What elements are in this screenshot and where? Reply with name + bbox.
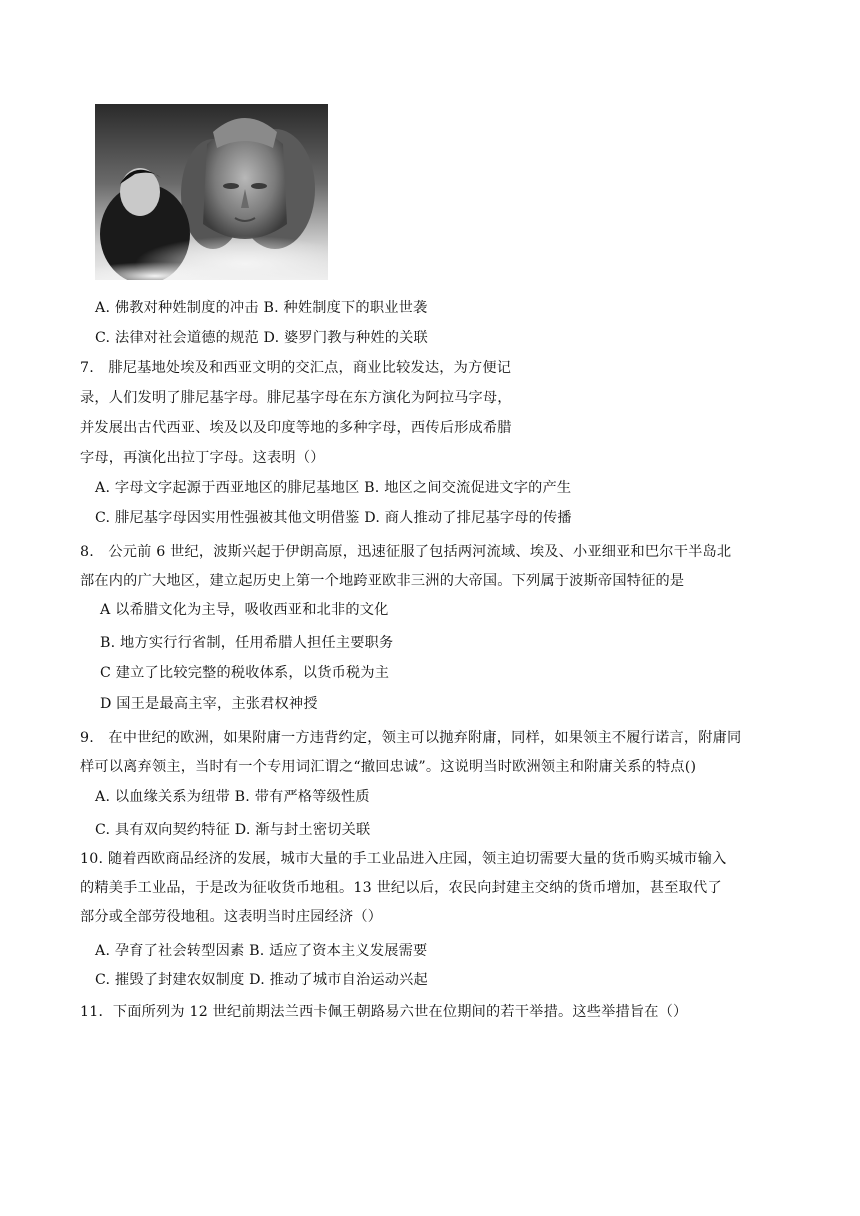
- q9-options-ab: A. 以血缘关系为纽带 B. 带有严格等级性质: [95, 789, 370, 805]
- q9-stem-line: 9. 在中世纪的欧洲，如果附庸一方违背约定，领主可以抛弃附庸，同样，如果领主不履行诺言，附庸同: [80, 730, 742, 746]
- q7-stem-line: 录，人们发明了腓尼基字母。腓尼基字母在东方演化为阿拉马字母，: [80, 390, 512, 406]
- q6-options-ab: A. 佛教对种姓制度的冲击 B. 种姓制度下的职业世袭: [95, 300, 428, 316]
- q7-options-ab: A. 字母文字起源于西亚地区的腓尼基地区 B. 地区之间交流促进文字的产生: [95, 480, 572, 496]
- q10-stem-line: 10. 随着西欧商品经济的发展，城市大量的手工业品进入庄园，领主迫切需要大量的货币购买城市输入: [80, 851, 727, 867]
- q10-options-cd: C. 摧毁了封建农奴制度 D. 推动了城市自治运动兴起: [95, 972, 428, 988]
- q7-stem-line: 7. 腓尼基地处埃及和西亚文明的交汇点，商业比较发达，为方便记: [80, 360, 512, 376]
- q8-option-a: A 以希腊文化为主导，吸收西亚和北非的文化: [100, 602, 389, 618]
- q9-stem-line: 样可以离弃领主，当时有一个专用词汇谓之“撤回忠诚”。这说明当时欧洲领主和附庸关系的特点(): [80, 759, 697, 775]
- q10-stem-line: 部分或全部劳役地租。这表明当时庄园经济（）: [80, 909, 383, 925]
- q11-stem: 11．下面所列为 12 世纪前期法兰西卡佩王朝路易六世在位期间的若干举措。这些举措旨在（）: [80, 1004, 688, 1020]
- q7-stem-line: 并发展出古代西亚、埃及以及印度等地的多种字母，西传后形成希腊: [80, 420, 512, 436]
- q8-stem-line: 8. 公元前 6 世纪，波斯兴起于伊朗高原，迅速征服了包括两河流域、埃及、小亚细亚和巴尔干半岛北: [80, 544, 732, 560]
- q7-stem-line: 字母，再演化出拉丁字母。这表明（）: [80, 450, 325, 466]
- question-image: [95, 104, 328, 280]
- q8-option-b: B. 地方实行行省制，任用希腊人担任主要职务: [100, 635, 394, 651]
- q8-option-d: D 国王是最高主宰，主张君权神授: [100, 696, 318, 712]
- q8-option-c: C 建立了比较完整的税收体系，以货币税为主: [100, 665, 390, 681]
- q10-stem-line: 的精美手工业品，于是改为征收货币地租。13 世纪以后，农民向封建主交纳的货币增加，甚至取代了: [80, 880, 722, 896]
- q7-options-cd: C. 腓尼基字母因实用性强被其他文明借鉴 D. 商人推动了排尼基字母的传播: [95, 510, 572, 526]
- q6-options-cd: C. 法律对社会道德的规范 D. 婆罗门教与种姓的关联: [95, 330, 428, 346]
- bw-photo-statue: [95, 104, 328, 280]
- q8-stem-line: 部在内的广大地区，建立起历史上第一个地跨亚欧非三洲的大帝国。下列属于波斯帝国特征的是: [80, 573, 685, 589]
- q9-options-cd: C. 具有双向契约特征 D. 渐与封土密切关联: [95, 822, 371, 838]
- q10-options-ab: A. 孕育了社会转型因素 B. 适应了资本主义发展需要: [95, 943, 428, 959]
